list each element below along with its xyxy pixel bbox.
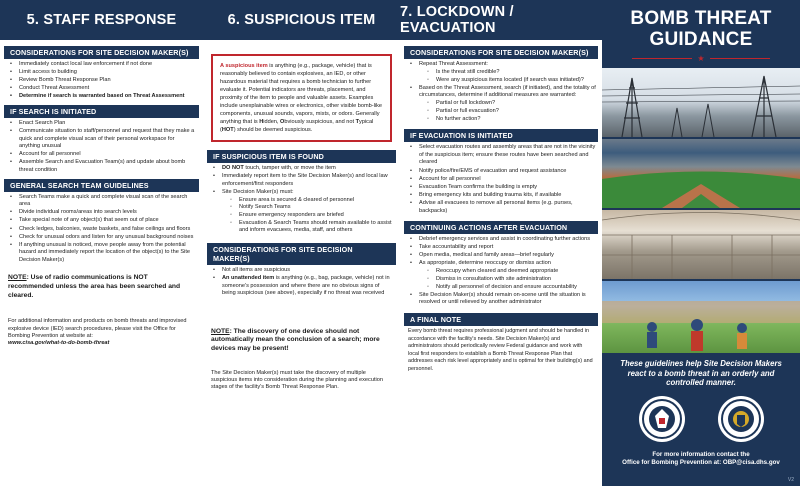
list-item: • Limit access to building	[9, 69, 197, 77]
list-item: • If anything unusual is noticed, move people away from the potential hazard and immediately report the location of the object(s) to the Site Decision Maker(s)	[9, 242, 197, 265]
item-considerations-list	[203, 267, 400, 298]
evacuation-list	[400, 144, 602, 215]
baseball-stadium-photo	[602, 139, 800, 208]
sub-item: ◦ Ensure emergency responders are briefed	[230, 212, 394, 220]
definition-lead: A suspicious item	[220, 63, 268, 69]
list-item: • Based on the Threat Assessment, search (if initiated), and the totality of circumstances, determine if additional measures are warranted: ◦ Partial or full lockdown? ◦ Partial or full evacuation? ◦ No further action?	[409, 85, 596, 123]
list-item: • Site Decision Maker(s) should remain on-scene until the situation is resolved or until relieved by another administrator	[409, 292, 596, 307]
search-guidelines-heading: GENERAL SEARCH TEAM GUIDELINES	[4, 179, 199, 192]
multiple-devices-note	[203, 328, 400, 354]
item-considerations-heading: CONSIDERATIONS FOR SITE DECISION MAKER(S)	[207, 243, 396, 265]
list-item: • Bring emergency kits and building trauma kits, if available	[409, 192, 596, 200]
list-item: • Communicate situation to staff/personnel and request that they make a quick and complete visual scan of their personal workspace for anything unusual	[9, 128, 197, 151]
search-guidelines-list	[0, 194, 203, 265]
list-item: • Account for all personnel	[409, 176, 596, 184]
note-text: : Use of radio communications is NOT recommended unless the area has been searched and cleared.	[8, 274, 181, 299]
list-item: • Repeat Threat Assessment: ◦ Is the threat still credible? ◦ Were any suspicious items located (if search was initiated)?	[409, 61, 596, 84]
sub-item: ◦ Partial or full lockdown?	[427, 100, 596, 108]
note-label: NOTE	[8, 274, 27, 282]
list-item: • Conduct Threat Assessment	[9, 85, 197, 93]
sub-item: ◦ No further action?	[427, 116, 596, 124]
list-item: • Assemble Search and Evacuation Team(s) and update about bomb threat condition	[9, 159, 197, 174]
search-initiated-heading: IF SEARCH IS INITIATED	[4, 105, 199, 118]
cover-tagline: These guidelines help Site Decision Makers react to a bomb threat in an orderly and controlled manner.	[620, 359, 782, 388]
list-item: • Immediately report item to the Site Decision Maker(s) and local law enforcement/first responders	[212, 173, 394, 188]
item-found-list	[203, 165, 400, 235]
page-number: V2	[787, 477, 794, 483]
staff-considerations-list	[0, 61, 203, 101]
list-item: • DO NOT touch, tamper with, or move the item	[212, 165, 394, 173]
contact-info: For more information contact the Office for Bombing Prevention at: OBP@cisa.dhs.gov	[602, 442, 800, 467]
list-item: • Determine if search is warranted based on Threat Assessment	[9, 93, 197, 101]
sub-item: ◦ Notify Search Teams	[230, 204, 394, 212]
list-item: • Check ledges, balconies, waste baskets, and false ceilings and floors	[9, 226, 197, 234]
list-item: • Immediately contact local law enforcement if not done	[9, 61, 197, 69]
sub-list	[222, 197, 394, 235]
list-item: • Enact Search Plan	[9, 120, 197, 128]
note-label: NOTE	[211, 327, 230, 335]
staff-response-column	[0, 0, 203, 486]
star-icon: ★	[697, 54, 705, 63]
list-item: • Open media, medical and family areas—brief regularly	[409, 252, 596, 260]
dhs-cisa-seal-icon	[639, 396, 685, 442]
list-item: • Account for all personnel	[9, 151, 197, 159]
suspicious-item-column	[203, 0, 400, 486]
continuing-actions-list	[400, 236, 602, 307]
list-item: • Evacuation Team confirms the building is empty	[409, 184, 596, 192]
obp-email[interactable]: Office for Bombing Prevention at: OBP@cisa.dhs.gov	[622, 458, 780, 466]
list-item: • Debrief emergency services and assist in coordinating further actions	[409, 236, 596, 244]
school-children-photo	[602, 281, 800, 353]
evacuation-heading: IF EVACUATION IS INITIATED	[404, 129, 598, 142]
sub-item: ◦ Ensure area is secured & cleared of personnel	[230, 197, 394, 205]
sub-item: ◦ Evacuation & Search Teams should remain available to assist and inform evacuees, media, staff, and others	[230, 220, 394, 235]
final-note-heading: A FINAL NOTE	[404, 313, 598, 326]
shopping-mall-photo	[602, 210, 800, 279]
list-item: • Take special note of any object(s) that seem out of place	[9, 217, 197, 225]
sub-item: ◦ Dismiss in consultation with site administration	[427, 276, 596, 284]
staff-considerations-heading: CONSIDERATIONS FOR SITE DECISION MAKER(S)	[4, 46, 199, 59]
additional-info-text: For additional information and products on bomb threats and improvised explosive device (IED) search procedures, please visit the Office for Bombing Prevention at website at:	[8, 318, 187, 339]
list-item: • Search Teams make a quick and complete visual scan of the search area	[9, 194, 197, 209]
radio-note	[0, 274, 203, 300]
sub-item: ◦ Is the threat still credible?	[427, 69, 596, 77]
agency-seals	[602, 396, 800, 442]
sub-item: ◦ Notify all personnel of decision and ensure accountability	[427, 284, 596, 292]
final-note-text: Every bomb threat requires professional judgment and should be handled in accordance with the facility's needs. Site Decision Maker(s) and administrators should periodically review Federal guidance and work with local first responders to establish a Bomb Threat Response Plan that addresses each risk level appropriately and is optimal for their building(s) and personnel.	[408, 327, 593, 372]
list-item: • As appropriate, determine reoccupy or dismiss action ◦ Reoccupy when cleared and deemed appropriate ◦ Dismiss in consultation with site administration ◦ Notify all personnel of decision and ensure accountability	[409, 260, 596, 291]
sub-item: ◦ Partial or full evacuation?	[427, 108, 596, 116]
list-item: • Notify police/fire/EMS of evacuation and request assistance	[409, 168, 596, 176]
list-item: • Check for unusual odors and listen for any unusual background noises	[9, 234, 197, 242]
lockdown-considerations-heading: CONSIDERATIONS FOR SITE DECISION MAKER(S)	[404, 46, 598, 59]
list-item: • Take accountability and report	[409, 244, 596, 252]
guidance-cover-column	[602, 0, 800, 486]
list-item: • Not all items are suspicious	[212, 267, 394, 275]
list-item: • An unattended item is anything (e.g., bag, package, vehicle) not in someone's possession and where there are no obvious signs of being suspicious (see above), especially if no threat was received	[212, 275, 394, 298]
list-item: • Advise all evacuees to remove all personal items (e.g. purses, backpacks)	[409, 200, 596, 215]
search-initiated-list	[0, 120, 203, 175]
suspicious-item-definition: A suspicious item is anything (e.g., package, vehicle) that is reasonably believed to contain explosives, an IED, or other hazardous material that requires a bomb technician to further evaluate it. Potential indicators are threats, placement, and proximity of the item to people and valuable assets. Examples include unexplainable wires or electronics, other visible bomb-like components, unusual sounds, vapors, mists, or odors. Generally anything that is Hidden, Obviously suspicious, and not Typical (HOT) should be deemed suspicious.	[211, 54, 392, 142]
continuing-actions-heading: CONTINUING ACTIONS AFTER EVACUATION	[404, 221, 598, 234]
sub-item: ◦ Reoccupy when cleared and deemed appropriate	[427, 268, 596, 276]
lockdown-considerations-list	[400, 61, 602, 123]
list-item: • Review Bomb Threat Response Plan	[9, 77, 197, 85]
sub-list	[419, 100, 596, 123]
lockdown-banner: 7. LOCKDOWN / EVACUATION	[400, 0, 602, 40]
list-item: • Divide individual rooms/areas into search levels	[9, 209, 197, 217]
cisa-link[interactable]: www.cisa.gov/what-to-do-bomb-threat	[8, 340, 110, 347]
sub-list	[419, 69, 596, 84]
cover-title: BOMB THREAT GUIDANCE	[630, 8, 772, 50]
suspicious-item-banner: 6. SUSPICIOUS ITEM	[203, 0, 400, 40]
title-divider	[602, 54, 800, 63]
sub-item: ◦ Were any suspicious items located (if search was initiated)?	[427, 77, 596, 85]
additional-info	[0, 318, 203, 347]
list-item: • Select evacuation routes and assembly areas that are not in the vicinity of the suspicious item; ensure these routes have been searched and cleared	[409, 144, 596, 167]
list-item: • Site Decision Maker(s) must: ◦ Ensure area is secured & cleared of personnel ◦ Notify Search Teams ◦ Ensure emergency responders are briefed ◦ Evacuation & Search Teams should remain available to assist and inform evacuees, media, staff, and others	[212, 189, 394, 235]
note-text: : The discovery of one device should not automatically mean the conclusion of a search; more devices may be present!	[211, 327, 380, 352]
lockdown-evacuation-column	[400, 0, 602, 486]
item-found-heading: IF SUSPICIOUS ITEM IS FOUND	[207, 150, 396, 163]
fbi-seal-icon	[718, 396, 764, 442]
staff-response-banner: 5. STAFF RESPONSE	[0, 0, 203, 40]
multiple-items-paragraph: The Site Decision Maker(s) must take the discovery of multiple suspicious items into consideration during the planning and execution stages of the facility's Bomb Threat Response Plan.	[211, 369, 383, 391]
sub-list	[419, 268, 596, 291]
power-substation-photo	[602, 68, 800, 137]
